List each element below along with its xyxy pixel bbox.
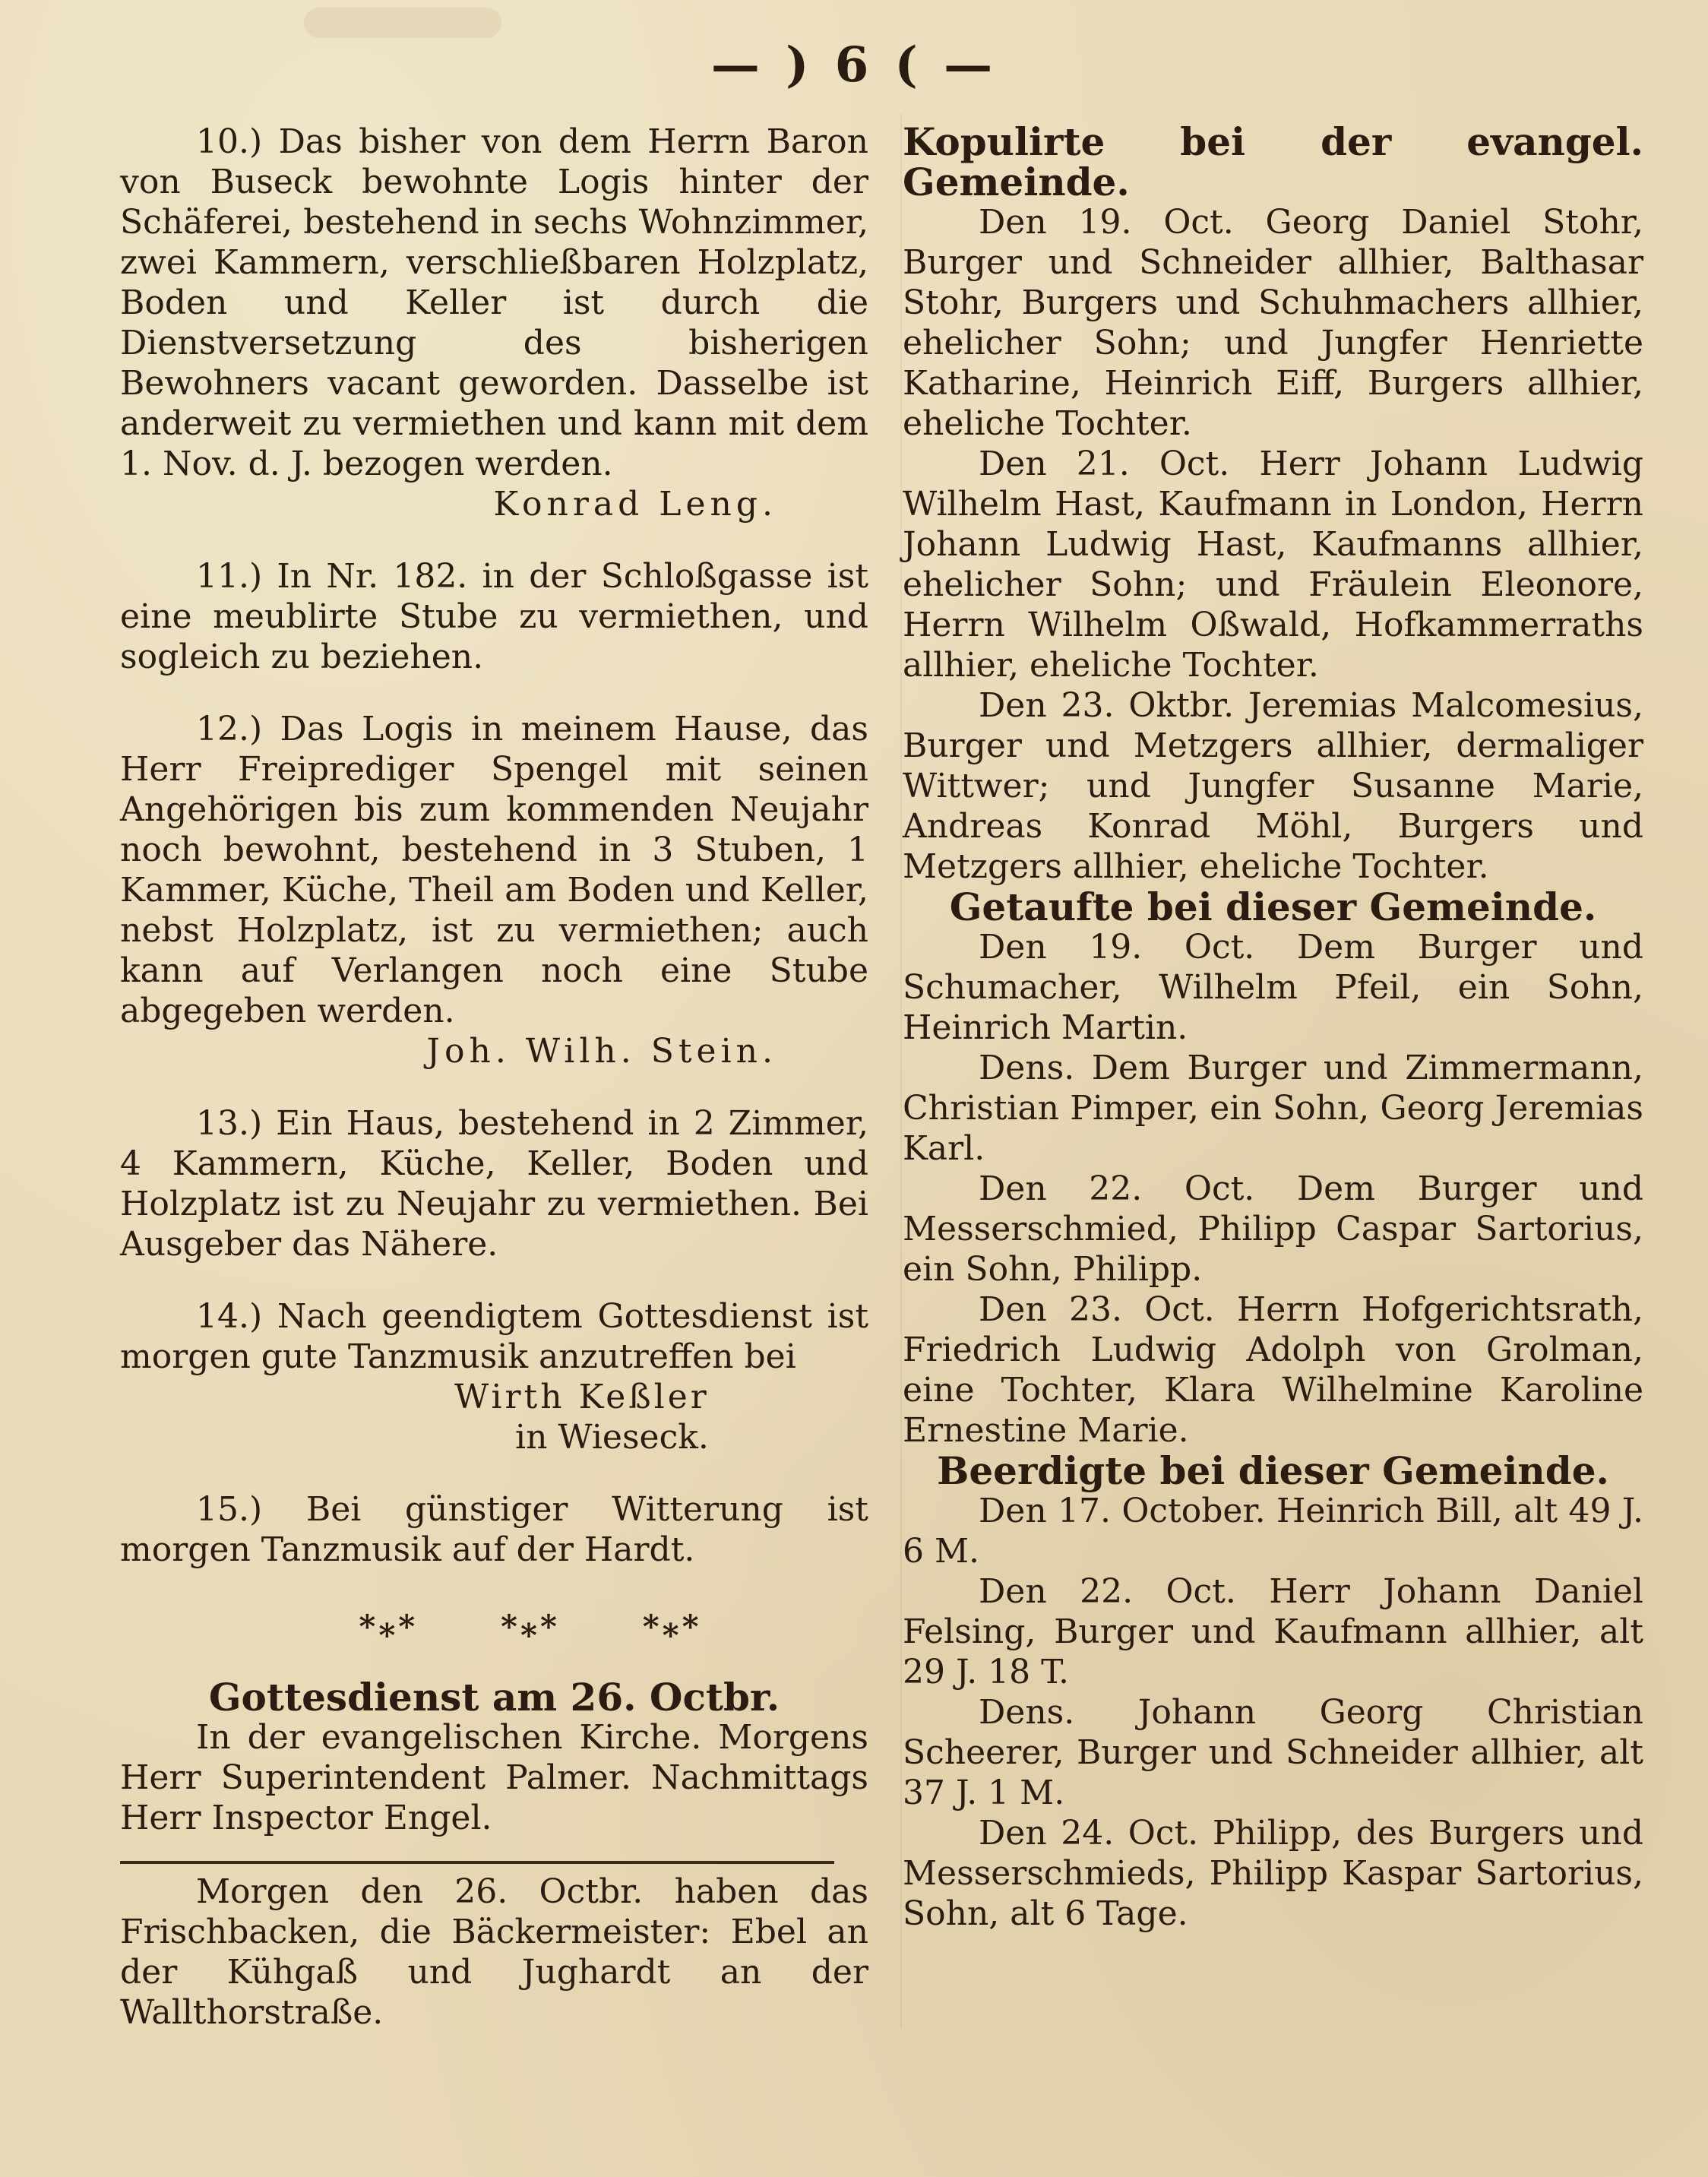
asterism-divider xyxy=(318,1606,743,1647)
asterism-2: *⁎* xyxy=(501,1608,560,1645)
paper-stain xyxy=(304,8,501,38)
buried-entry: Den 22. Oct. Herr Johann Daniel Felsing, Burger und Kaufmann allhier, alt 29 J. 18 T. xyxy=(903,1572,1643,1691)
baptized-entry: Dens. Dem Burger und Zimmermann, Christian Pimper, ein Sohn, Georg Jeremias Karl. xyxy=(903,1049,1643,1168)
horizontal-rule xyxy=(120,1861,834,1864)
baptized-entry: Den 22. Oct. Dem Burger und Messerschmied, Philipp Caspar Sartorius, ein Sohn, Philipp. xyxy=(903,1169,1643,1289)
notice-12: 12.) Das Logis in meinem Hause, das Herr Freiprediger Spengel mit seinen Angehörigen bis zum kommenden Neujahr noch bewohnt, bestehend in 3 Stuben, 1 Kammer, Küche, Theil am Boden und Keller, nebst Holzplatz, ist zu vermiethen; auch kann auf Verlangen noch eine Stube abgegeben werden. xyxy=(120,710,868,1030)
married-entry: Den 21. Oct. Herr Johann Ludwig Wilhelm Hast, Kaufmann in London, Herrn Johann Ludwig Hast, Kaufmanns allhier, ehelicher Sohn; und Fräulein Eleonore, Herrn Wilhelm Oßwald, Hofkammerraths allhier, eheliche Tochter. xyxy=(903,445,1643,685)
notice-10-signature: Konrad Leng. xyxy=(493,485,777,524)
baptized-entry: Den 19. Oct. Dem Burger und Schumacher, Wilhelm Pfeil, ein Sohn, Heinrich Martin. xyxy=(903,928,1643,1047)
buried-title: Beerdigte bei dieser Gemeinde. xyxy=(937,1448,1609,1493)
column-gutter xyxy=(900,114,902,2029)
married-entry: Den 19. Oct. Georg Daniel Stohr, Burger und Schneider allhier, Balthasar Stohr, Burgers und Schuhmachers allhier, ehelicher Sohn; und Jungfer Henriette Katharine, Heinrich Eiff, Burgers allhier, eheliche Tochter. xyxy=(903,203,1643,443)
bakers-notice: Morgen den 26. Octbr. haben das Frischbacken, die Bäckermeister: Ebel an der Kühgaß und Jughardt an der Wallthorstraße. xyxy=(120,1872,868,2032)
notice-14-innkeeper: Wirth Keßler xyxy=(454,1378,710,1416)
page-marker: — ) 6 ( — xyxy=(710,36,998,93)
asterism-3: *⁎* xyxy=(642,1608,702,1645)
asterism-1: *⁎* xyxy=(359,1608,419,1645)
baptized-title: Getaufte bei dieser Gemeinde. xyxy=(949,884,1597,929)
married-entry: Den 23. Oktbr. Jeremias Malcomesius, Burger und Metzgers allhier, dermaliger Wittwer; und Jungfer Susanne Marie, Andreas Konrad Möhl, Burgers und Metzgers allhier, eheliche Tochter. xyxy=(903,686,1643,886)
buried-entry: Den 17. October. Heinrich Bill, alt 49 J. 6 M. xyxy=(903,1492,1643,1571)
right-column xyxy=(903,119,1643,1934)
service-text: In der evangelischen Kirche. Morgens Herr Superintendent Palmer. Nachmittags Herr Inspector Engel. xyxy=(120,1718,868,1837)
baptized-entry: Den 23. Oct. Herrn Hofgerichtsrath, Friedrich Ludwig Adolph von Grolman, eine Tochter, Klara Wilhelmine Karoline Ernestine Marie. xyxy=(903,1290,1643,1450)
notice-14-place: in Wieseck. xyxy=(515,1418,709,1457)
notice-13: 13.) Ein Haus, bestehend in 2 Zimmer, 4 Kammern, Küche, Keller, Boden und Holzplatz ist zu Neujahr zu vermiethen. Bei Ausgeber das Nähere. xyxy=(120,1104,868,1264)
notice-15: 15.) Bei günstiger Witterung ist morgen Tanzmusik auf der Hardt. xyxy=(120,1490,868,1569)
left-column xyxy=(120,122,868,2033)
buried-entry: Den 24. Oct. Philipp, des Burgers und Messerschmieds, Philipp Kaspar Sartorius, Sohn, alt 6 Tage. xyxy=(903,1814,1643,1933)
notice-12-signature: Joh. Wilh. Stein. xyxy=(426,1032,777,1071)
notice-14: 14.) Nach geendigtem Gottesdienst ist morgen gute Tanzmusik anzutreffen bei xyxy=(120,1297,868,1376)
married-title: Kopulirte bei der evangel. Gemeinde. xyxy=(903,119,1643,204)
buried-entry: Dens. Johann Georg Christian Scheerer, Burger und Schneider allhier, alt 37 J. 1 M. xyxy=(903,1693,1643,1812)
notice-11: 11.) In Nr. 182. in der Schloßgasse ist eine meublirte Stube zu vermiethen, und sogleich zu beziehen. xyxy=(120,557,868,676)
service-title: Gottesdienst am 26. Octbr. xyxy=(208,1675,780,1720)
notice-10: 10.) Das bisher von dem Herrn Baron von Buseck bewohnte Logis hinter der Schäferei, bestehend in sechs Wohnzimmer, zwei Kammern, verschließbaren Holzplatz, Boden und Keller ist durch die Dienstversetzung des bisherigen Bewohners vacant geworden. Dasselbe ist anderweit zu vermiethen und kann mit dem 1. Nov. d. J. bezogen werden. xyxy=(120,122,868,483)
